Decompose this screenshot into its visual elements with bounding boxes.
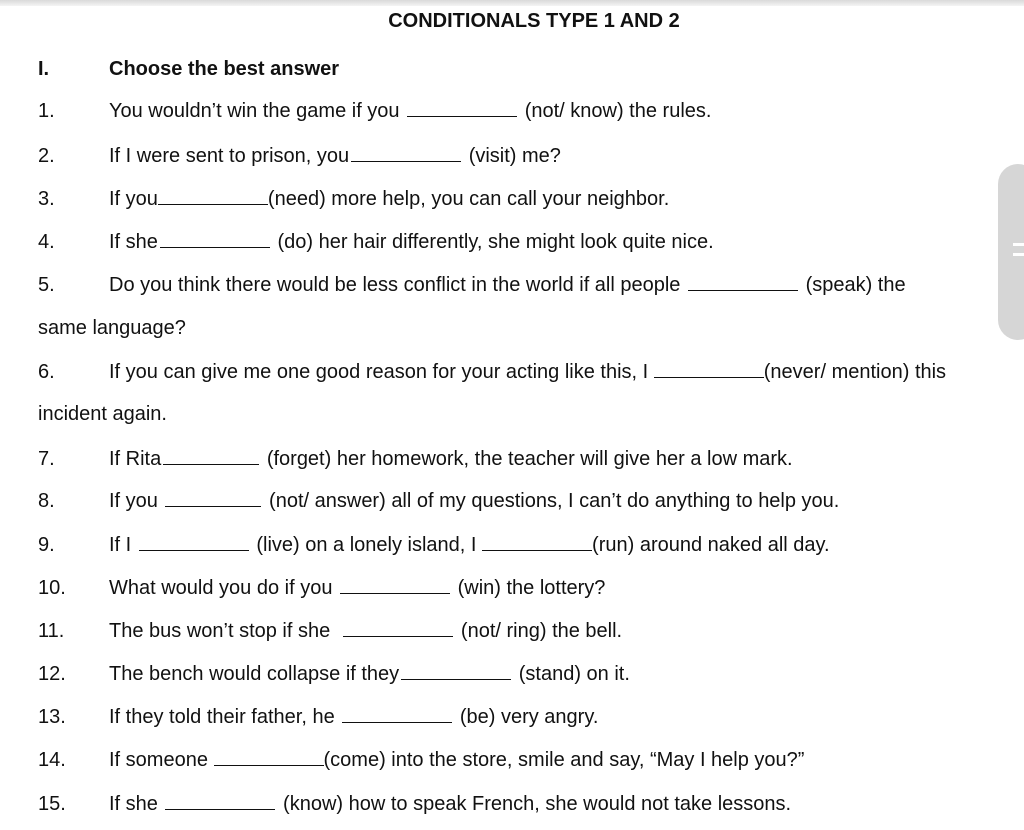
- question-12: [109, 663, 630, 686]
- verb-hint: (never/ mention) this: [763, 361, 947, 383]
- question-continuation: same language?: [38, 317, 186, 339]
- item-number: 6.: [38, 361, 55, 383]
- item-number: 9.: [38, 534, 55, 556]
- verb-hint: (know) how to speak French, she would not take lessons.: [283, 793, 792, 815]
- question-5: [109, 274, 906, 297]
- answer-blank[interactable]: [165, 808, 275, 810]
- question-13: [109, 706, 598, 729]
- item-number: 7.: [38, 448, 55, 470]
- verb-hint: (win) the lottery?: [457, 577, 606, 599]
- verb-hint: (come) into the store, smile and say, “May I help you?”: [323, 749, 805, 771]
- answer-blank[interactable]: [342, 721, 452, 723]
- question-text: The bus won’t stop if she: [109, 620, 331, 642]
- question-text: If she: [109, 793, 158, 815]
- answer-blank[interactable]: [482, 549, 592, 551]
- answer-blank[interactable]: [139, 549, 249, 551]
- item-number: 11.: [38, 620, 65, 642]
- answer-blank[interactable]: [401, 678, 511, 680]
- question-text: If someone: [109, 749, 208, 771]
- item-number: 10.: [38, 577, 66, 599]
- question-text: The bench would collapse if they: [109, 663, 400, 685]
- answer-blank[interactable]: [165, 505, 261, 507]
- handle-grip-line: [1013, 253, 1024, 256]
- item-number: 13.: [38, 706, 66, 728]
- verb-hint: (live) on a lonely island, I: [256, 534, 477, 556]
- item-number: 2.: [38, 145, 55, 167]
- verb-hint: (stand) on it.: [518, 663, 630, 685]
- verb-hint: (need) more help, you can call your neighbor.: [267, 188, 670, 210]
- verb-hint: (visit) me?: [468, 145, 561, 167]
- answer-blank[interactable]: [351, 160, 461, 162]
- question-6: [109, 361, 946, 384]
- question-8: [109, 490, 839, 513]
- handle-grip-line: [1013, 243, 1024, 246]
- question-2: [109, 145, 561, 168]
- question-text: If I: [109, 534, 132, 556]
- item-number: 12.: [38, 663, 66, 685]
- verb-hint: (do) her hair differently, she might look quite nice.: [277, 231, 714, 253]
- question-text: If you: [109, 490, 158, 512]
- question-4: [109, 231, 714, 254]
- page-title: CONDITIONALS TYPE 1 AND 2: [388, 10, 680, 32]
- item-number: 15.: [38, 793, 66, 815]
- question-1: [109, 100, 711, 123]
- item-number: 4.: [38, 231, 55, 253]
- verb-hint: (run) around naked all day.: [592, 534, 830, 556]
- section-number: I.: [38, 58, 50, 80]
- answer-blank[interactable]: [688, 289, 798, 291]
- question-11: [109, 620, 622, 643]
- question-10: [109, 577, 605, 600]
- answer-blank[interactable]: [340, 592, 450, 594]
- verb-hint: (speak) the: [805, 274, 906, 296]
- top-edge: [0, 0, 1024, 6]
- verb-hint: (be) very angry.: [459, 706, 599, 728]
- question-text: You wouldn’t win the game if you: [109, 100, 400, 122]
- question-9: [109, 534, 830, 557]
- item-number: 3.: [38, 188, 55, 210]
- question-7: [109, 448, 793, 471]
- side-panel-handle[interactable]: [998, 164, 1024, 340]
- verb-hint: (not/ ring) the bell.: [460, 620, 623, 642]
- answer-blank[interactable]: [343, 635, 453, 637]
- item-number: 14.: [38, 749, 66, 771]
- item-number: 8.: [38, 490, 55, 512]
- verb-hint: (not/ know) the rules.: [524, 100, 712, 122]
- verb-hint: (not/ answer) all of my questions, I can’t do anything to help you.: [269, 490, 840, 512]
- question-14: [109, 749, 804, 772]
- answer-blank[interactable]: [654, 376, 764, 378]
- answer-blank[interactable]: [163, 463, 259, 465]
- item-number: 1.: [38, 100, 55, 122]
- question-text: If they told their father, he: [109, 706, 335, 728]
- question-text: If you can give me one good reason for your acting like this, I: [109, 361, 649, 383]
- question-3: [109, 188, 669, 211]
- question-text: Do you think there would be less conflict in the world if all people: [109, 274, 681, 296]
- question-text: If she: [109, 231, 158, 253]
- section-heading: Choose the best answer: [109, 58, 340, 80]
- question-text: If Rita: [109, 448, 162, 470]
- answer-blank[interactable]: [214, 764, 324, 766]
- question-15: [109, 793, 791, 816]
- answer-blank[interactable]: [407, 115, 517, 117]
- question-continuation: incident again.: [38, 403, 167, 425]
- answer-blank[interactable]: [160, 246, 270, 248]
- question-text: If you: [109, 188, 158, 210]
- item-number: 5.: [38, 274, 55, 296]
- question-text: What would you do if you: [109, 577, 333, 599]
- question-text: If I were sent to prison, you: [109, 145, 350, 167]
- answer-blank[interactable]: [158, 203, 268, 205]
- verb-hint: (forget) her homework, the teacher will give her a low mark.: [266, 448, 793, 470]
